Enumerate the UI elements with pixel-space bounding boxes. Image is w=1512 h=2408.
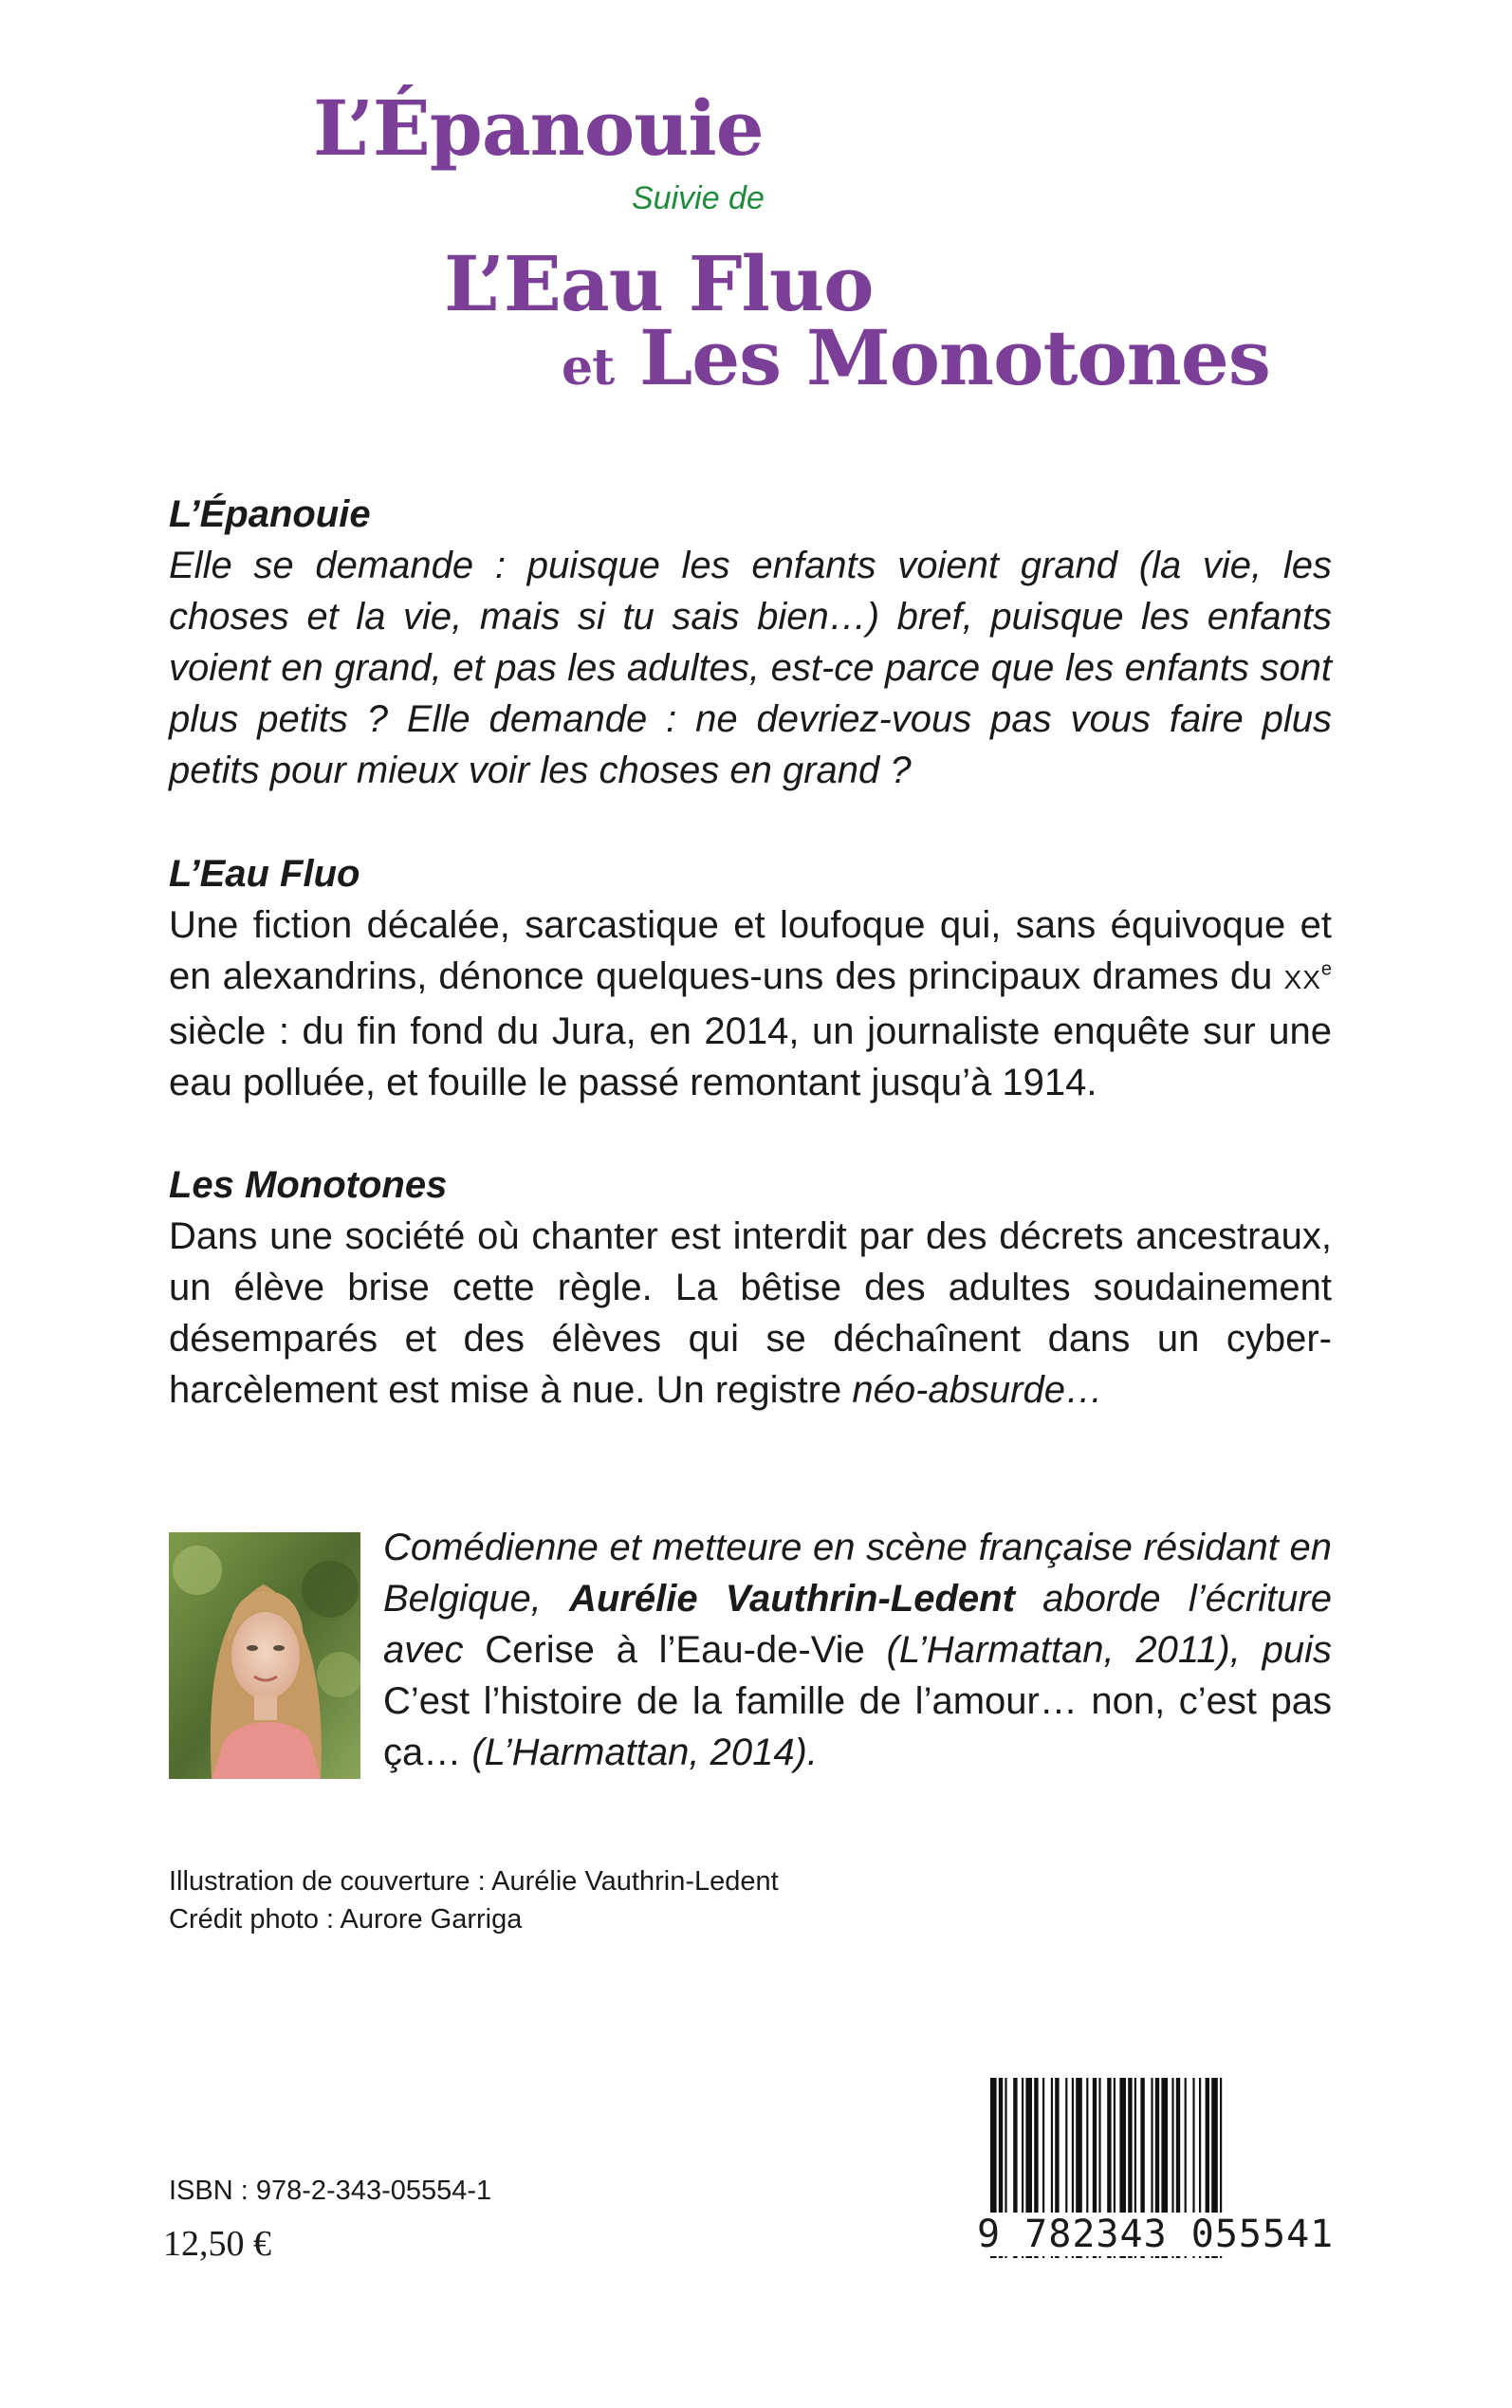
book-title: C’est l’histoire de la famille de l’amour… non, c’est pas ça… xyxy=(383,1680,1332,1773)
section-eau-fluo xyxy=(169,848,1332,1108)
credit-photo: Crédit photo : Aurore Garriga xyxy=(169,1904,523,1935)
bio-text: aborde l’écriture avec xyxy=(383,1578,1332,1671)
section-heading: Les Monotones xyxy=(169,1164,448,1206)
section-heading: L’Eau Fluo xyxy=(169,853,360,895)
section-heading: L’Épanouie xyxy=(169,493,371,535)
century-numeral: XX xyxy=(1283,965,1321,994)
cover-title-block xyxy=(0,0,1512,417)
section-text-italic: néo-absurde… xyxy=(852,1369,1103,1411)
title-eau-fluo: L’Eau Fluo xyxy=(444,239,874,328)
section-monotones xyxy=(169,1159,1332,1416)
barcode-digits: 9 782343 055541 xyxy=(977,2213,1335,2256)
title-et: et xyxy=(562,339,615,397)
section-text xyxy=(169,1211,1332,1416)
title-epanouie: L’Épanouie xyxy=(313,83,764,173)
section-text: Elle se demande : puisque les enfants voient grand (la vie, les choses et la vie, mais si tu sais bien…) bref, puisque les enfants voient en grand, et pas les adultes, est-ce parce que les enfants sont plus petits ? Elle demande : ne devriez-vous pas vous faire plus petits pour mieux voir les choses en grand ? xyxy=(169,545,1332,791)
bio-text: (L’Harmattan, 2014). xyxy=(461,1732,818,1773)
bio-paragraph xyxy=(383,1522,1332,1778)
isbn: ISBN : 978-2-343-05554-1 xyxy=(169,2176,492,2206)
price: 12,50 € xyxy=(163,2224,271,2264)
section-text-part: Une fiction décalée, sarcastique et loufoque qui, sans équivoque et en alexandrins, dénonce quelques-uns des principaux drames du xyxy=(169,904,1332,997)
section-epanouie xyxy=(169,489,1332,796)
section-text xyxy=(169,899,1332,1108)
book-title: Cerise à l’Eau-de-Vie xyxy=(485,1629,865,1671)
subtitle-suivie-de: Suivie de xyxy=(632,180,765,216)
section-text-part: siècle : du fin fond du Jura, en 2014, un journaliste enquête sur une eau polluée, et fouille le passé remontant jusqu’à 1914. xyxy=(169,1010,1332,1103)
section-text-part: Dans une société où chanter est interdit par des décrets ancestraux, un élève brise cette règle. La bêtise des adultes soudainement désemparés et des élèves qui se déchaînent dans un cyber-harcèlement est mise à nue. Un registre xyxy=(169,1215,1332,1411)
author-name: Aurélie Vauthrin-Ledent xyxy=(568,1578,1015,1620)
author-bio xyxy=(383,1522,1332,1778)
credit-illustration: Illustration de couverture : Aurélie Vauthrin-Ledent xyxy=(169,1866,779,1897)
title-monotones: Les Monotones xyxy=(638,313,1270,402)
bio-text: (L’Harmattan, 2011), puis xyxy=(864,1629,1333,1671)
title-monotones-line xyxy=(562,313,1270,402)
credits xyxy=(169,1862,779,1938)
bio-text: Comédienne et metteure en scène française résidant en Belgique, xyxy=(383,1527,1332,1620)
author-photo xyxy=(169,1532,360,1779)
century-superscript: e xyxy=(1320,958,1332,980)
